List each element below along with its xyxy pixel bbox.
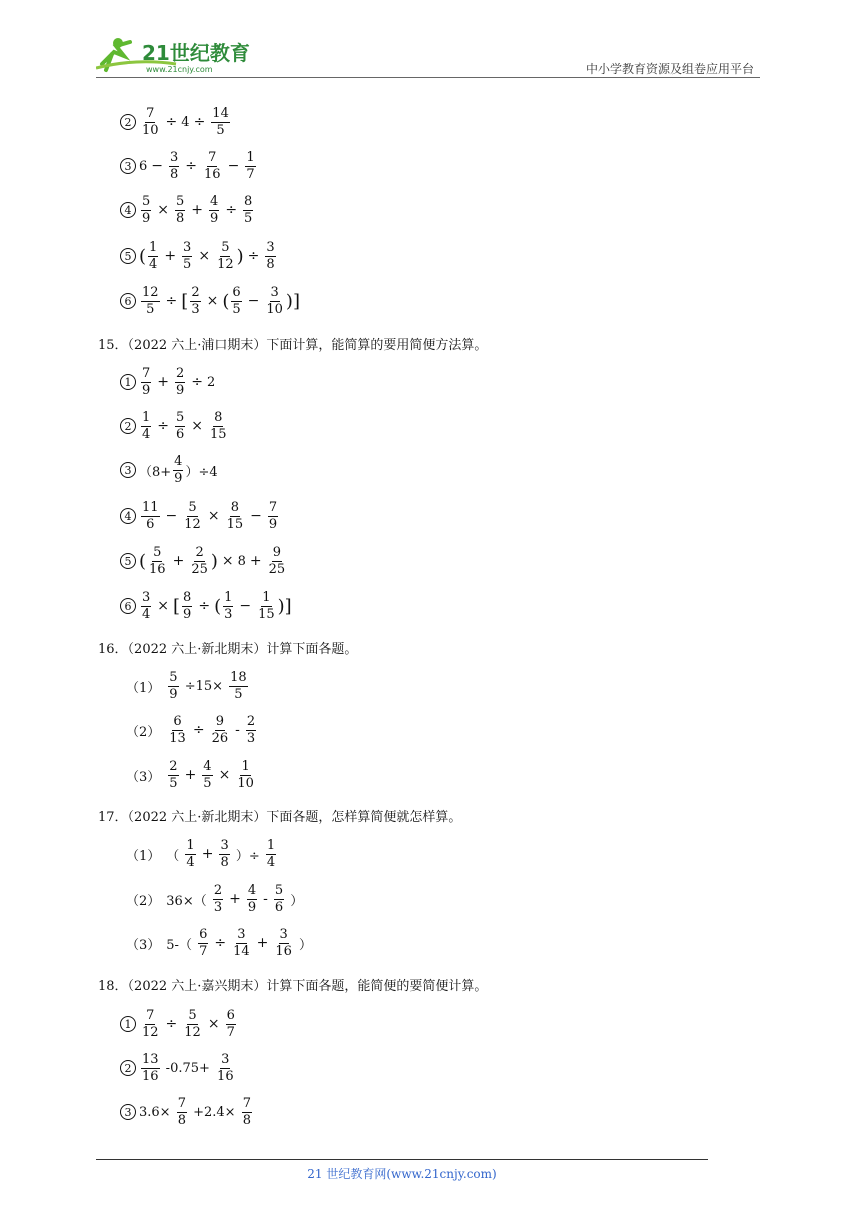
question-15-title: 15．（2022 六上·浦口期末）下面计算，能简算的要用简便方法算。 bbox=[98, 338, 488, 353]
q14-item-5: 5 ( $\frac{1}{4}$ + $\frac{3}{5}$ × $\frac{5}{12}$ ) ÷ $\frac{3}{8}$ bbox=[120, 236, 278, 276]
item-number: 6 bbox=[120, 293, 136, 309]
site-name: 中小学教育资源及组卷应用平台 bbox=[585, 62, 754, 76]
item-number: （2） bbox=[126, 893, 161, 909]
q15-item-3: 3 （8+ $\frac{4}{9}$ ）÷4 bbox=[120, 450, 218, 490]
q18-item-2: 2 $\frac{13}{16}$ -0.75+ $\frac{3}{16}$ bbox=[120, 1048, 237, 1088]
item-number: 1 bbox=[120, 1016, 136, 1032]
item-number: （3） bbox=[126, 769, 161, 785]
q18-item-1: 1 $\frac{7}{12}$ ÷ $\frac{5}{12}$ × $\frac{6}{7}$ bbox=[120, 1004, 238, 1044]
q15-item-6: 6 $\frac{3}{4}$ × [ $\frac{8}{9}$ ÷ ( $\frac{1}{3}$ − $\frac{1}{15}$ )] bbox=[120, 586, 292, 626]
item-number: 4 bbox=[120, 202, 136, 218]
q16-item-1: （1） $\frac{5}{9}$ ÷15× $\frac{18}{5}$ bbox=[126, 669, 247, 702]
q15-item-2: 2 $\frac{1}{4}$ ÷ $\frac{5}{6}$ × $\frac{8}{15}$ bbox=[120, 406, 230, 446]
item-number: 1 bbox=[120, 374, 136, 390]
item-number: 2 bbox=[120, 1060, 136, 1076]
item-number: （1） bbox=[126, 680, 161, 696]
svg-text:www.21cnjy.com: www.21cnjy.com bbox=[146, 65, 213, 74]
q15-item-1: 1 $\frac{7}{9}$ + $\frac{2}{9}$ ÷ 2 bbox=[120, 362, 215, 402]
q17-item-2: （2） 36×（ $\frac{2}{3}$ + $\frac{4}{9}$ - $\frac{5}{6}$ ） bbox=[126, 882, 304, 915]
item-number: 5 bbox=[120, 553, 136, 569]
q16-item-2: （2） $\frac{6}{13}$ ÷ $\frac{9}{26}$ - $\frac{2}{3}$ bbox=[126, 713, 256, 746]
q15-item-5: 5 ( $\frac{5}{16}$ + $\frac{2}{25}$ ) × 8 + $\frac{9}{25}$ bbox=[120, 541, 288, 581]
item-number: 4 bbox=[120, 508, 136, 524]
q16-item-3: （3） $\frac{2}{5}$ + $\frac{4}{5}$ × $\frac{1}{10}$ bbox=[126, 758, 254, 791]
question-18-title: 18．（2022 六上·嘉兴期末）计算下面各题，能简便的要简便计算。 bbox=[98, 979, 488, 994]
question-17-title: 17．（2022 六上·新北期末）下面各题，怎样算简便就怎样算。 bbox=[98, 810, 462, 825]
21cnjy-logo-icon bbox=[96, 34, 276, 74]
q17-item-1: （1） （ $\frac{1}{4}$ + $\frac{3}{8}$ ）÷ $\frac{1}{4}$ bbox=[126, 837, 276, 870]
page-header bbox=[96, 30, 760, 78]
q18-item-3: 3 3.6× $\frac{7}{8}$ +2.4× $\frac{7}{8}$ bbox=[120, 1092, 254, 1132]
fraction: $\frac{7}{10}$ bbox=[142, 105, 159, 138]
item-number: 2 bbox=[120, 418, 136, 434]
footer-text: 21 世纪教育网(www.21cnjy.com) bbox=[307, 1167, 497, 1181]
item-number: （1） bbox=[126, 848, 161, 864]
item-number: 3 bbox=[120, 1104, 136, 1120]
item-number: 3 bbox=[120, 462, 136, 478]
q14-item-2: 2 $\frac{7}{10}$ ÷ 4 ÷ $\frac{14}{5}$ bbox=[120, 102, 232, 142]
item-number: 2 bbox=[120, 114, 136, 130]
item-number: （2） bbox=[126, 724, 161, 740]
svg-text:21世纪教育: 21世纪教育 bbox=[142, 41, 250, 65]
footer-divider bbox=[96, 1159, 708, 1160]
item-number: 3 bbox=[120, 158, 136, 174]
q15-item-4: 4 $\frac{11}{6}$ − $\frac{5}{12}$ × $\frac{8}{15}$ − $\frac{7}{9}$ bbox=[120, 496, 280, 536]
q17-item-3: （3） 5-（ $\frac{6}{7}$ ÷ $\frac{3}{14}$ + $\frac{3}{16}$ ） bbox=[126, 926, 313, 959]
question-16-title: 16．（2022 六上·新北期末）计算下面各题。 bbox=[98, 642, 358, 657]
fraction: $\frac{14}{5}$ bbox=[212, 105, 229, 138]
q14-item-6: 6 $\frac{12}{5}$ ÷ [ $\frac{2}{3}$ × ( $\frac{6}{5}$ − $\frac{3}{10}$ )] bbox=[120, 281, 300, 321]
item-number: 6 bbox=[120, 598, 136, 614]
q14-item-4: 4 $\frac{5}{9}$ × $\frac{5}{8}$ + $\frac{4}{9}$ ÷ $\frac{8}{5}$ bbox=[120, 190, 255, 230]
item-number: （3） bbox=[126, 937, 161, 953]
item-number: 5 bbox=[120, 248, 136, 264]
q14-item-3: 3 6 − $\frac{3}{8}$ ÷ $\frac{7}{16}$ − $\frac{1}{7}$ bbox=[120, 146, 258, 186]
header-divider bbox=[96, 77, 760, 78]
